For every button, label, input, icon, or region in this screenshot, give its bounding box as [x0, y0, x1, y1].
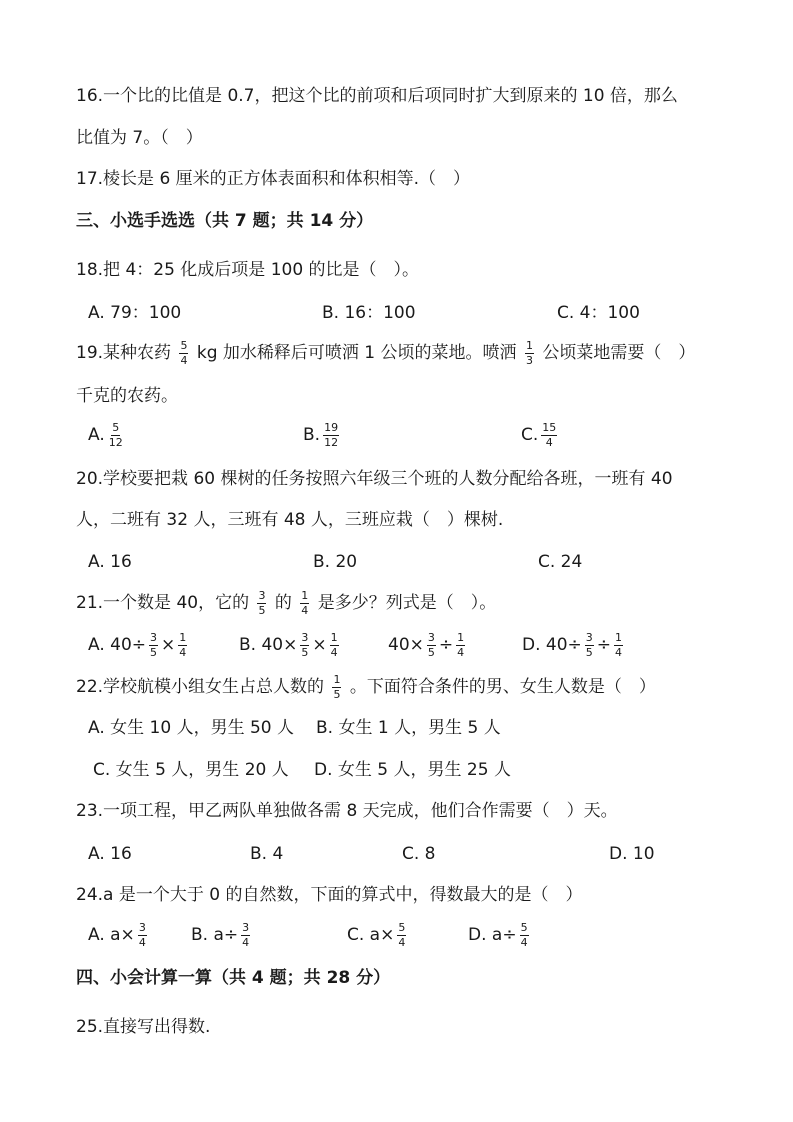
- q19-option-a-label: A.: [88, 425, 105, 446]
- q24-option-c-den: 4: [398, 935, 406, 949]
- q22-text-part1: 22.学校航模小组女生占总人数的: [76, 677, 325, 698]
- q23-text: 23.一项工程，甲乙两队单独做各需 8 天完成，他们合作需要（ ）天。: [76, 801, 618, 821]
- q21-option-a-label: A. 40÷: [88, 635, 147, 656]
- q21-text-part3: 是多少？列式是（ ）。: [317, 593, 497, 614]
- q21-option-d-frac2: [614, 632, 623, 658]
- q25-text: 25.直接写出得数.: [76, 1017, 211, 1037]
- q19-option-b-label: B.: [303, 425, 321, 446]
- q19-fraction-1-den: 4: [180, 353, 188, 367]
- q21-line1: [76, 590, 496, 616]
- q24-option-a-den: 4: [138, 935, 146, 949]
- q21-option-c-operator: ÷: [438, 635, 454, 656]
- q19-option-c-label: C.: [521, 425, 539, 446]
- q19-fraction-1-num: 5: [180, 339, 188, 352]
- q19-fraction-2: [525, 340, 534, 366]
- section4-title: 四、小会计算一算（共 4 题；共 28 分）: [76, 968, 391, 988]
- q19-fraction-2-den: 3: [525, 353, 533, 367]
- q16-line1: 16.一个比的比值是 0.7，把这个比的前项和后项同时扩大到原来的 10 倍，那么: [76, 86, 678, 106]
- q16-line2: 比值为 7。（ ）: [76, 128, 203, 148]
- q21-option-c: [388, 632, 468, 658]
- q22-option-c: C. 女生 5 人，男生 20 人: [93, 760, 289, 780]
- q24-option-c-num: 5: [398, 921, 406, 934]
- q24-option-d-den: 4: [520, 935, 528, 949]
- q19-fraction-2-num: 1: [525, 339, 533, 352]
- q21-option-a-frac1: [149, 632, 158, 658]
- q21-option-c-frac1: [427, 632, 436, 658]
- q21-fraction-2-den: 4: [301, 603, 309, 617]
- q21-option-d-frac1-den: 5: [585, 645, 593, 659]
- q21-option-a: [88, 632, 190, 658]
- q24-option-d-label: D. a÷: [468, 925, 517, 946]
- q21-option-c-label: 40×: [388, 635, 424, 656]
- q21-option-d-frac2-num: 1: [615, 631, 623, 644]
- q19-text-part2: kg 加水稀释后可喷洒 1 公顷的菜地。喷洒: [196, 343, 517, 364]
- q19-option-b-num: 19: [324, 421, 339, 434]
- q21-option-c-frac1-num: 3: [427, 631, 435, 644]
- q22-fraction-den: 5: [333, 687, 341, 701]
- q22-fraction: [332, 674, 341, 700]
- q21-fraction-2-num: 1: [301, 589, 309, 602]
- q21-option-b-frac2: [330, 632, 339, 658]
- q24-option-b-fraction: [241, 922, 250, 948]
- q24-text: 24.a 是一个大于 0 的自然数，下面的算式中，得数最大的是（ ）: [76, 885, 583, 905]
- q21-option-b-frac1-den: 5: [301, 645, 309, 659]
- q18-text: 18.把 4：25 化成后项是 100 的比是（ ）。: [76, 260, 420, 280]
- q21-fraction-1: [257, 590, 266, 616]
- q24-option-a-fraction: [138, 922, 147, 948]
- q21-option-b-frac2-den: 4: [330, 645, 338, 659]
- q21-option-c-frac2-den: 4: [457, 645, 465, 659]
- q19-option-a-den: 12: [108, 435, 123, 449]
- q24-option-d: [468, 922, 532, 948]
- q21-option-b: [239, 632, 342, 658]
- q21-option-b-frac1-num: 3: [301, 631, 309, 644]
- q21-option-d-label: D. 40÷: [522, 635, 582, 656]
- q21-option-a-frac1-den: 5: [150, 645, 158, 659]
- q20-option-c: C. 24: [538, 552, 583, 572]
- q24-option-b-label: B. a÷: [191, 925, 239, 946]
- q18-option-c: C. 4：100: [557, 303, 640, 323]
- q20-option-b: B. 20: [313, 552, 358, 572]
- q24-option-b-num: 3: [242, 921, 250, 934]
- q23-option-d: D. 10: [609, 844, 655, 864]
- q24-option-d-fraction: [520, 922, 529, 948]
- q24-option-a-label: A. a×: [88, 925, 135, 946]
- q22-line1: [76, 674, 656, 700]
- q22-option-b: B. 女生 1 人，男生 5 人: [316, 718, 501, 738]
- q21-option-a-frac2-den: 4: [179, 645, 187, 659]
- q24-option-c-label: C. a×: [347, 925, 395, 946]
- q21-option-a-frac2-num: 1: [179, 631, 187, 644]
- q21-fraction-1-den: 5: [258, 603, 266, 617]
- q22-option-d: D. 女生 5 人，男生 25 人: [314, 760, 511, 780]
- q21-option-c-frac2-num: 1: [457, 631, 465, 644]
- q24-option-c: [347, 922, 409, 948]
- q19-option-a-fraction: [108, 422, 124, 448]
- q21-fraction-2: [300, 590, 309, 616]
- q19-option-c: [521, 422, 560, 448]
- q22-option-a: A. 女生 10 人，男生 50 人: [88, 718, 295, 738]
- q19-option-c-num: 15: [542, 421, 557, 434]
- q23-option-a: A. 16: [88, 844, 132, 864]
- q19-option-a: [88, 422, 127, 448]
- q23-option-c: C. 8: [402, 844, 436, 864]
- q19-option-b: [303, 422, 342, 448]
- q20-line2: 人，二班有 32 人，三班有 48 人，三班应栽（ ）棵树.: [76, 510, 504, 530]
- q18-option-a: A. 79：100: [88, 303, 182, 323]
- q20-option-a: A. 16: [88, 552, 132, 572]
- q21-option-c-frac1-den: 5: [427, 645, 435, 659]
- q19-fraction-1: [179, 340, 188, 366]
- q21-option-a-operator: ×: [161, 635, 176, 656]
- q21-option-b-operator: ×: [312, 635, 327, 656]
- q21-option-c-frac2: [456, 632, 465, 658]
- q21-option-d: [522, 632, 626, 658]
- section3-title: 三、小选手选选（共 7 题；共 14 分）: [76, 211, 374, 231]
- q21-text-part1: 21.一个数是 40，它的: [76, 593, 250, 614]
- q20-line1: 20.学校要把栽 60 棵树的任务按照六年级三个班的人数分配给各班，一班有 40: [76, 469, 673, 489]
- q19-option-b-fraction: [323, 422, 339, 448]
- q21-option-d-frac2-den: 4: [615, 645, 623, 659]
- q19-line1: [76, 340, 695, 366]
- q21-text-part2: 的: [274, 593, 292, 614]
- q19-line2: 千克的农药。: [76, 386, 178, 406]
- q21-option-b-frac2-num: 1: [330, 631, 338, 644]
- q21-option-d-operator: ÷: [596, 635, 612, 656]
- q24-option-a: [88, 922, 150, 948]
- q19-option-c-den: 4: [545, 435, 553, 449]
- q22-fraction-num: 1: [333, 673, 341, 686]
- q23-option-b: B. 4: [250, 844, 284, 864]
- q24-option-c-fraction: [397, 922, 406, 948]
- q21-option-d-frac1: [585, 632, 594, 658]
- q24-option-d-num: 5: [520, 921, 528, 934]
- q21-option-d-frac1-num: 3: [585, 631, 593, 644]
- q18-option-b: B. 16：100: [322, 303, 416, 323]
- q24-option-a-num: 3: [138, 921, 146, 934]
- q24-option-b: [191, 922, 253, 948]
- q21-fraction-1-num: 3: [258, 589, 266, 602]
- q19-option-c-fraction: [541, 422, 557, 448]
- q21-option-a-frac1-num: 3: [150, 631, 158, 644]
- q21-option-a-frac2: [178, 632, 187, 658]
- q17-text: 17.棱长是 6 厘米的正方体表面积和体积相等.（ ）: [76, 169, 471, 189]
- q19-option-a-num: 5: [112, 421, 120, 434]
- q24-option-b-den: 4: [242, 935, 250, 949]
- q19-option-b-den: 12: [324, 435, 339, 449]
- q21-option-b-label: B. 40×: [239, 635, 298, 656]
- q22-text-part2: 。下面符合条件的男、女生人数是（ ）: [349, 677, 656, 698]
- q19-text-part3: 公顷菜地需要（ ）: [542, 343, 696, 364]
- q21-option-b-frac1: [300, 632, 309, 658]
- q19-text-part1: 19.某种农药: [76, 343, 172, 364]
